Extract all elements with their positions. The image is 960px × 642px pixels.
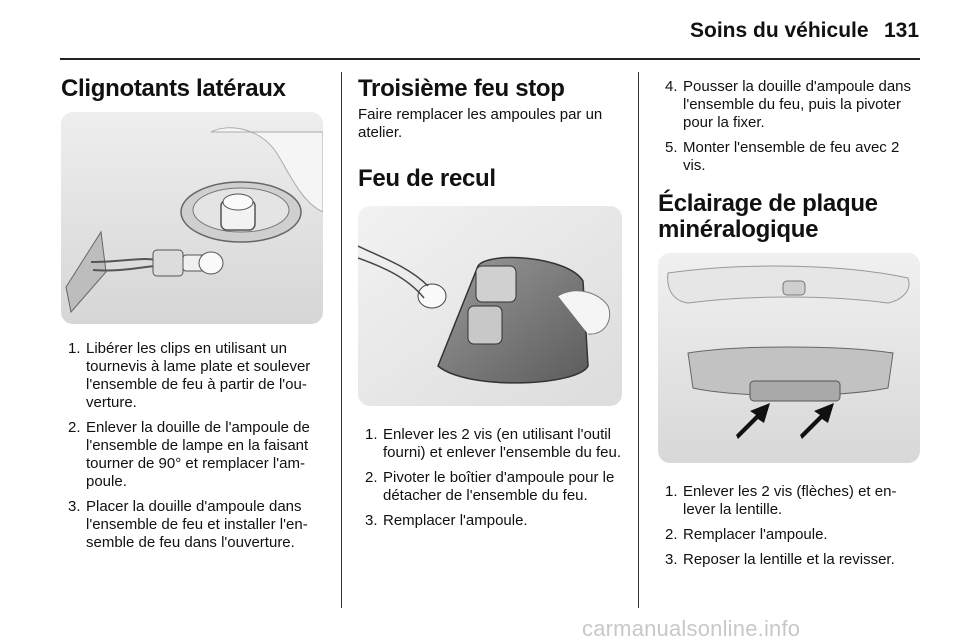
license-plate-section (658, 76, 922, 576)
reverse-light-steps-continued (658, 78, 922, 175)
side-indicators-heading: Clignotants latéraux (61, 75, 286, 102)
reverse-light-steps (358, 426, 624, 530)
side-indicators-steps (61, 340, 329, 552)
side-indicator-illustration (61, 112, 323, 324)
license-plate-heading: Éclairage de plaque minéralogique (658, 190, 878, 243)
brake-reverse-section (358, 76, 624, 537)
license-plate-steps (658, 483, 922, 569)
page-number: 131 (884, 19, 920, 42)
list-item: 1. Enlever les 2 vis (flèches) et enlever la lentille. (665, 483, 897, 518)
list-item: 4. Pousser la douille d'ampoule dans l'ensemble du feu, puis la pivoter pour la fixer. (665, 78, 912, 131)
column-divider-1 (341, 72, 342, 608)
list-item: 1. Libérer les clips en utilisant un tournevis à lame plate et soulever l'ensemble de feu à partir de l'ouverture. (68, 340, 311, 411)
license-plate-illustration (658, 253, 920, 463)
side-indicators-section (61, 76, 329, 559)
list-item: 3. Remplacer l'ampoule. (365, 512, 528, 529)
section-title: Soins du véhicule (690, 19, 869, 42)
column-divider-2 (638, 72, 639, 608)
watermark: carmanualsonline.info (582, 616, 801, 641)
reverse-light-heading: Feu de recul (358, 165, 496, 192)
header-divider (60, 58, 920, 60)
list-item: 1. Enlever les 2 vis (en utilisant l'outil fourni) et enlever l'ensemble du feu. (365, 426, 622, 461)
brake-light-heading: Troisième feu stop (358, 75, 565, 102)
reverse-light-illustration (358, 206, 622, 406)
list-item: 2. Pivoter le boîtier d'ampoule pour le détacher de l'ensemble du feu. (365, 469, 615, 504)
list-item: 2. Remplacer l'ampoule. (665, 526, 828, 543)
list-item: 2. Enlever la douille de l'ampoule de l'ensemble de lampe en la faisant tourner de 90° et remplacer l'ampoule. (68, 419, 310, 490)
list-item: 3. Reposer la lentille et la revisser. (665, 551, 895, 568)
list-item: 5. Monter l'ensemble de feu avec 2 vis. (665, 139, 900, 174)
brake-light-intro: Faire remplacer les ampoules par un atelier. (358, 106, 603, 141)
list-item: 3. Placer la douille d'ampoule dans l'ensemble de feu et installer l'ensemble de feu dans l'ouverture. (68, 498, 308, 551)
